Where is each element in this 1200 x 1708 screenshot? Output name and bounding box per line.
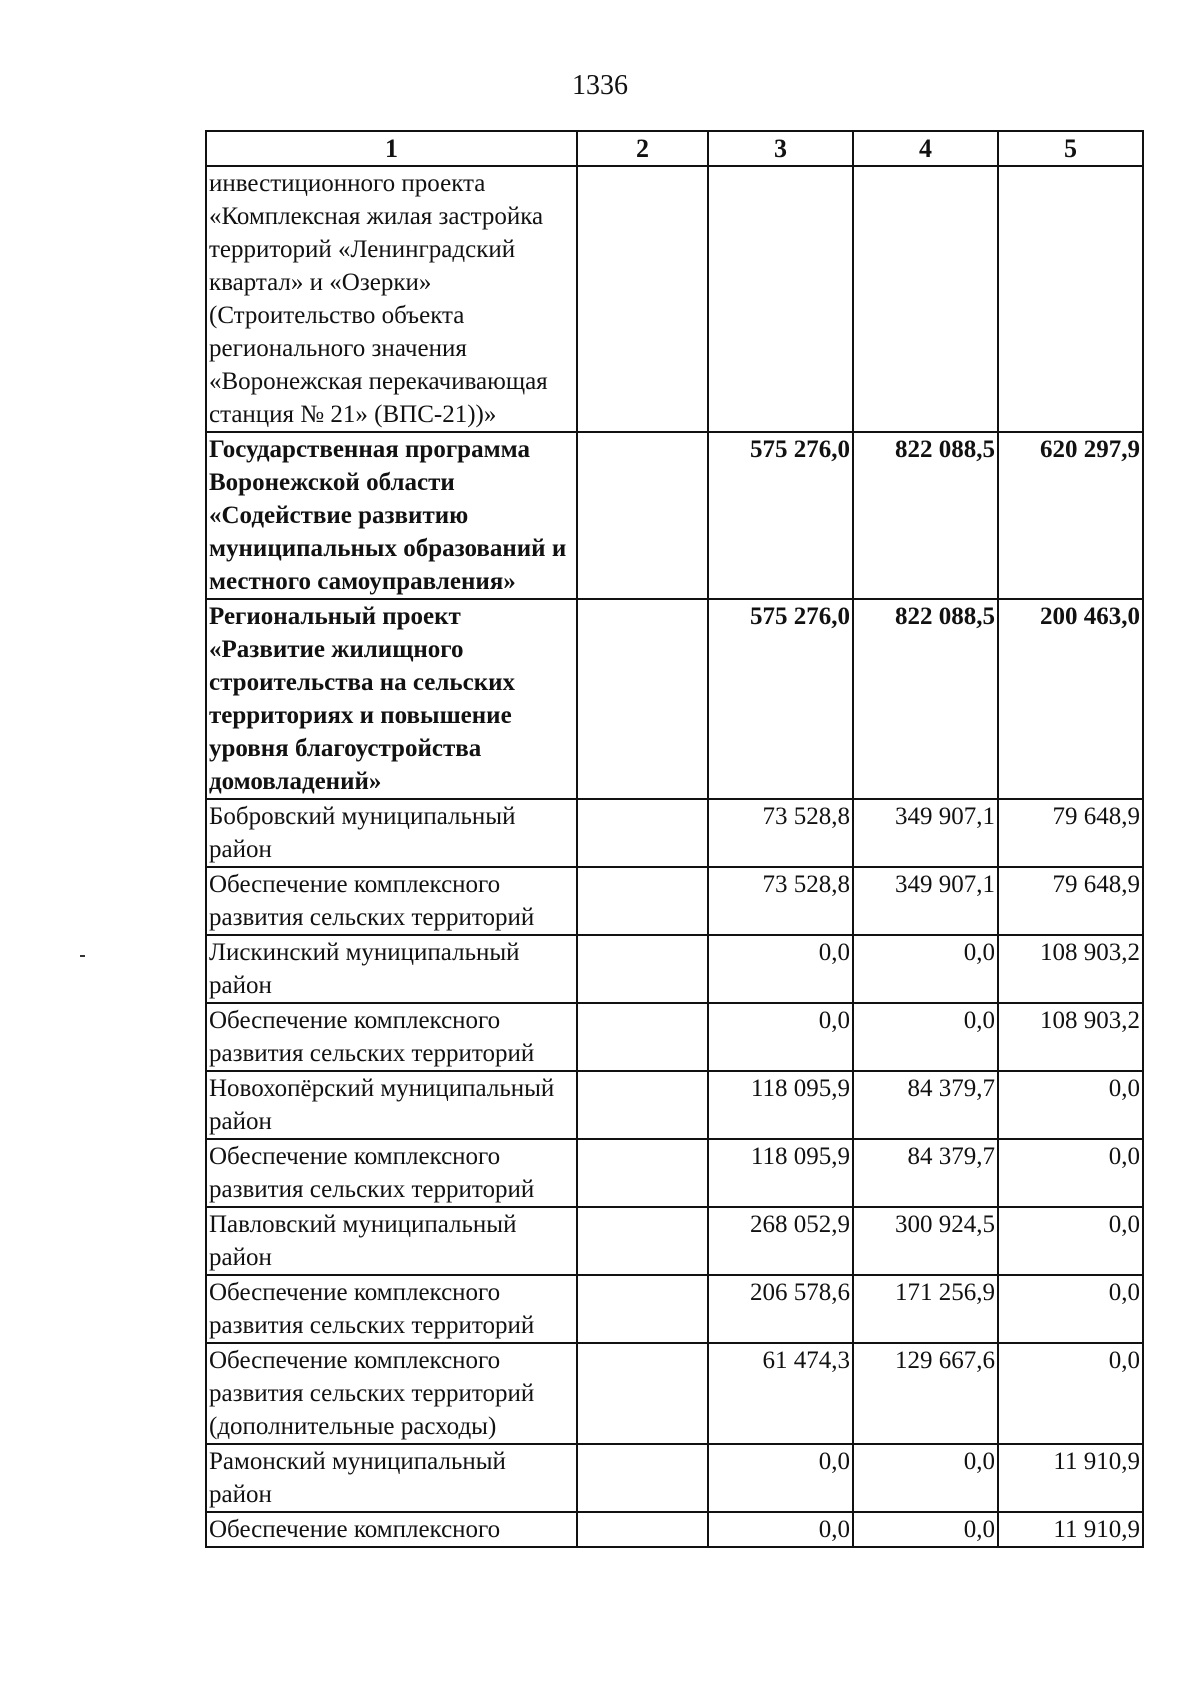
value-cell-col-5: 200 463,0 xyxy=(998,599,1143,799)
value-cell-col-4: 300 924,5 xyxy=(853,1207,998,1275)
table-body xyxy=(206,166,1143,1547)
table-row xyxy=(206,599,1143,799)
value-cell-col-2 xyxy=(577,1444,708,1512)
value-cell-col-5: 79 648,9 xyxy=(998,867,1143,935)
value-cell-col-3: 0,0 xyxy=(708,935,853,1003)
table-row xyxy=(206,1343,1143,1444)
budget-table xyxy=(205,130,1144,1548)
table-row xyxy=(206,799,1143,867)
value-cell-col-2 xyxy=(577,1207,708,1275)
value-cell-col-3: 575 276,0 xyxy=(708,599,853,799)
value-cell-col-4: 0,0 xyxy=(853,1003,998,1071)
row-name-cell: Бобровский муниципальный район xyxy=(206,799,577,867)
value-cell-col-5: 11 910,9 xyxy=(998,1444,1143,1512)
value-cell-col-2 xyxy=(577,1003,708,1071)
value-cell-col-2 xyxy=(577,799,708,867)
row-name-cell: Государственная программа Воронежской области «Содействие развитию муниципальных образований и местного самоуправления» xyxy=(206,432,577,599)
value-cell-col-5: 79 648,9 xyxy=(998,799,1143,867)
value-cell-col-5: 11 910,9 xyxy=(998,1512,1143,1547)
header-col-4: 4 xyxy=(853,131,998,166)
value-cell-col-5: 0,0 xyxy=(998,1343,1143,1444)
value-cell-col-4: 0,0 xyxy=(853,1512,998,1547)
value-cell-col-2 xyxy=(577,432,708,599)
header-col-2: 2 xyxy=(577,131,708,166)
value-cell-col-5: 0,0 xyxy=(998,1207,1143,1275)
value-cell-col-3: 268 052,9 xyxy=(708,1207,853,1275)
value-cell-col-5: 108 903,2 xyxy=(998,935,1143,1003)
header-col-3: 3 xyxy=(708,131,853,166)
table-row xyxy=(206,935,1143,1003)
table-row xyxy=(206,1275,1143,1343)
value-cell-col-5: 620 297,9 xyxy=(998,432,1143,599)
table-row xyxy=(206,1139,1143,1207)
value-cell-col-2 xyxy=(577,1139,708,1207)
table-row xyxy=(206,1444,1143,1512)
value-cell-col-4: 84 379,7 xyxy=(853,1139,998,1207)
value-cell-col-4: 171 256,9 xyxy=(853,1275,998,1343)
value-cell-col-4: 822 088,5 xyxy=(853,599,998,799)
value-cell-col-3: 0,0 xyxy=(708,1444,853,1512)
value-cell-col-3: 118 095,9 xyxy=(708,1139,853,1207)
header-row xyxy=(206,131,1143,166)
value-cell-col-2 xyxy=(577,166,708,432)
value-cell-col-4: 349 907,1 xyxy=(853,799,998,867)
value-cell-col-3: 73 528,8 xyxy=(708,799,853,867)
value-cell-col-5: 0,0 xyxy=(998,1071,1143,1139)
header-col-1: 1 xyxy=(206,131,577,166)
value-cell-col-3: 61 474,3 xyxy=(708,1343,853,1444)
value-cell-col-4: 349 907,1 xyxy=(853,867,998,935)
row-name-cell: Павловский муниципальный район xyxy=(206,1207,577,1275)
value-cell-col-4: 0,0 xyxy=(853,935,998,1003)
value-cell-col-3: 0,0 xyxy=(708,1512,853,1547)
row-name-cell: Рамонский муниципальный район xyxy=(206,1444,577,1512)
value-cell-col-5: 0,0 xyxy=(998,1139,1143,1207)
row-name-cell: Новохопёрский муниципальный район xyxy=(206,1071,577,1139)
row-name-cell: Обеспечение комплексного развития сельских территорий xyxy=(206,1139,577,1207)
row-name-cell: Обеспечение комплексного развития сельских территорий xyxy=(206,1275,577,1343)
row-name-cell: инвестиционного проекта «Комплексная жилая застройка территорий «Ленинградский квартал» и «Озерки» (Строительство объекта регионального значения «Воронежская перекачивающая станция № 21» (ВПС-21))» xyxy=(206,166,577,432)
row-name-cell: Обеспечение комплексного развития сельских территорий xyxy=(206,1003,577,1071)
table-row xyxy=(206,867,1143,935)
value-cell-col-3: 118 095,9 xyxy=(708,1071,853,1139)
value-cell-col-2 xyxy=(577,867,708,935)
value-cell-col-2 xyxy=(577,1071,708,1139)
row-name-cell: Лискинский муниципальный район xyxy=(206,935,577,1003)
page-number: 1336 xyxy=(572,70,628,101)
value-cell-col-4 xyxy=(853,166,998,432)
value-cell-col-2 xyxy=(577,1275,708,1343)
value-cell-col-5 xyxy=(998,166,1143,432)
table-row xyxy=(206,432,1143,599)
value-cell-col-5: 108 903,2 xyxy=(998,1003,1143,1071)
value-cell-col-3: 73 528,8 xyxy=(708,867,853,935)
value-cell-col-5: 0,0 xyxy=(998,1275,1143,1343)
value-cell-col-4: 84 379,7 xyxy=(853,1071,998,1139)
row-name-cell: Региональный проект «Развитие жилищного строительства на сельских территориях и повышение уровня благоустройства домовладений» xyxy=(206,599,577,799)
row-name-cell: Обеспечение комплексного развития сельских территорий xyxy=(206,867,577,935)
value-cell-col-4: 0,0 xyxy=(853,1444,998,1512)
value-cell-col-2 xyxy=(577,1343,708,1444)
table-row xyxy=(206,1207,1143,1275)
value-cell-col-2 xyxy=(577,1512,708,1547)
value-cell-col-3: 206 578,6 xyxy=(708,1275,853,1343)
stray-mark xyxy=(80,955,85,957)
value-cell-col-3 xyxy=(708,166,853,432)
row-name-cell: Обеспечение комплексного развития сельских территорий (дополнительные расходы) xyxy=(206,1343,577,1444)
row-name-cell: Обеспечение комплексного xyxy=(206,1512,577,1547)
value-cell-col-4: 129 667,6 xyxy=(853,1343,998,1444)
table-row xyxy=(206,1512,1143,1547)
value-cell-col-3: 0,0 xyxy=(708,1003,853,1071)
table-row xyxy=(206,1003,1143,1071)
table-row xyxy=(206,1071,1143,1139)
table-row xyxy=(206,166,1143,432)
value-cell-col-2 xyxy=(577,599,708,799)
value-cell-col-4: 822 088,5 xyxy=(853,432,998,599)
header-col-5: 5 xyxy=(998,131,1143,166)
value-cell-col-3: 575 276,0 xyxy=(708,432,853,599)
value-cell-col-2 xyxy=(577,935,708,1003)
